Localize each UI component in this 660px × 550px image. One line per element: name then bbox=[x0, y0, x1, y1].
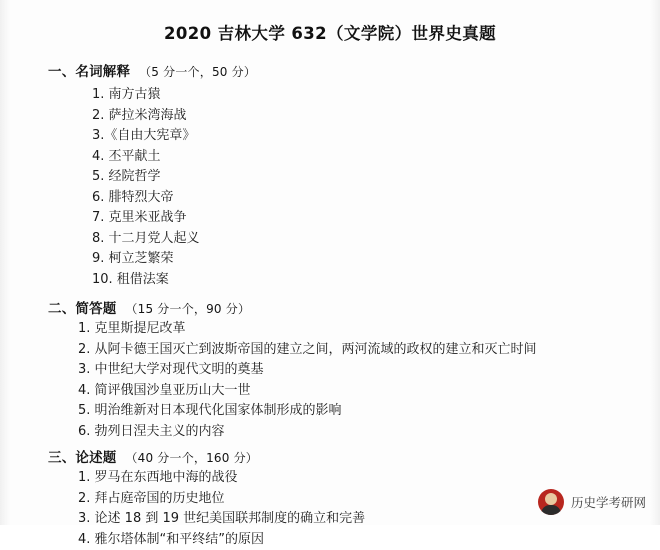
page-edge-right bbox=[650, 0, 660, 525]
list-item: 3. 论述 18 到 19 世纪美国联邦制度的确立和完善 bbox=[78, 509, 630, 530]
section-heading-text: 一、名词解释 bbox=[48, 64, 130, 80]
list-item: 3.《自由大宪章》 bbox=[92, 126, 630, 147]
list-item: 2. 拜占庭帝国的历史地位 bbox=[78, 489, 630, 510]
account-name: 历史学考研网 bbox=[571, 493, 646, 511]
list-item: 5. 经院哲学 bbox=[92, 167, 630, 188]
section-heading-text: 三、论述题 bbox=[48, 450, 117, 466]
list-item: 7. 克里米亚战争 bbox=[92, 208, 630, 229]
section-item-list bbox=[30, 319, 630, 442]
list-item: 2. 从阿卡德王国灭亡到波斯帝国的建立之间，两河流域的政权的建立和灭亡时间 bbox=[78, 340, 630, 361]
list-item: 9. 柯立芝繁荣 bbox=[92, 249, 630, 270]
list-item: 1. 南方古猿 bbox=[92, 85, 630, 106]
page-edge-left bbox=[0, 0, 10, 525]
list-item: 1. 罗马在东西地中海的战役 bbox=[78, 468, 630, 489]
list-item: 5. 明治维新对日本现代化国家体制形成的影响 bbox=[78, 401, 630, 422]
list-item: 1. 克里斯提尼改革 bbox=[78, 319, 630, 340]
list-item: 10. 租借法案 bbox=[92, 270, 630, 291]
user-avatar-icon bbox=[538, 489, 564, 515]
section-heading bbox=[48, 446, 630, 466]
list-item: 8. 十二月党人起义 bbox=[92, 229, 630, 250]
section-noun-explanation bbox=[30, 60, 630, 290]
section-points: （15 分一个，90 分） bbox=[125, 302, 250, 316]
account-badge[interactable] bbox=[538, 489, 646, 515]
list-item: 4. 简评俄国沙皇亚历山大一世 bbox=[78, 381, 630, 402]
section-points: （40 分一个，160 分） bbox=[125, 451, 258, 465]
list-item: 3. 中世纪大学对现代文明的奠基 bbox=[78, 360, 630, 381]
section-heading bbox=[48, 60, 630, 80]
list-item: 2. 萨拉米湾海战 bbox=[92, 106, 630, 127]
list-item: 4. 丕平献土 bbox=[92, 147, 630, 168]
section-points: （5 分一个，50 分） bbox=[139, 65, 256, 79]
section-item-list bbox=[30, 85, 630, 290]
list-item: 6. 勃列日涅夫主义的内容 bbox=[78, 422, 630, 443]
section-heading-text: 二、简答题 bbox=[48, 301, 117, 317]
section-heading bbox=[48, 297, 630, 317]
list-item: 4. 雅尔塔体制“和平终结”的原因 bbox=[78, 530, 630, 550]
section-short-answer bbox=[30, 297, 630, 442]
list-item: 6. 腓特烈大帝 bbox=[92, 188, 630, 209]
page-title: 2020 吉林大学 632（文学院）世界史真题 bbox=[30, 20, 630, 44]
